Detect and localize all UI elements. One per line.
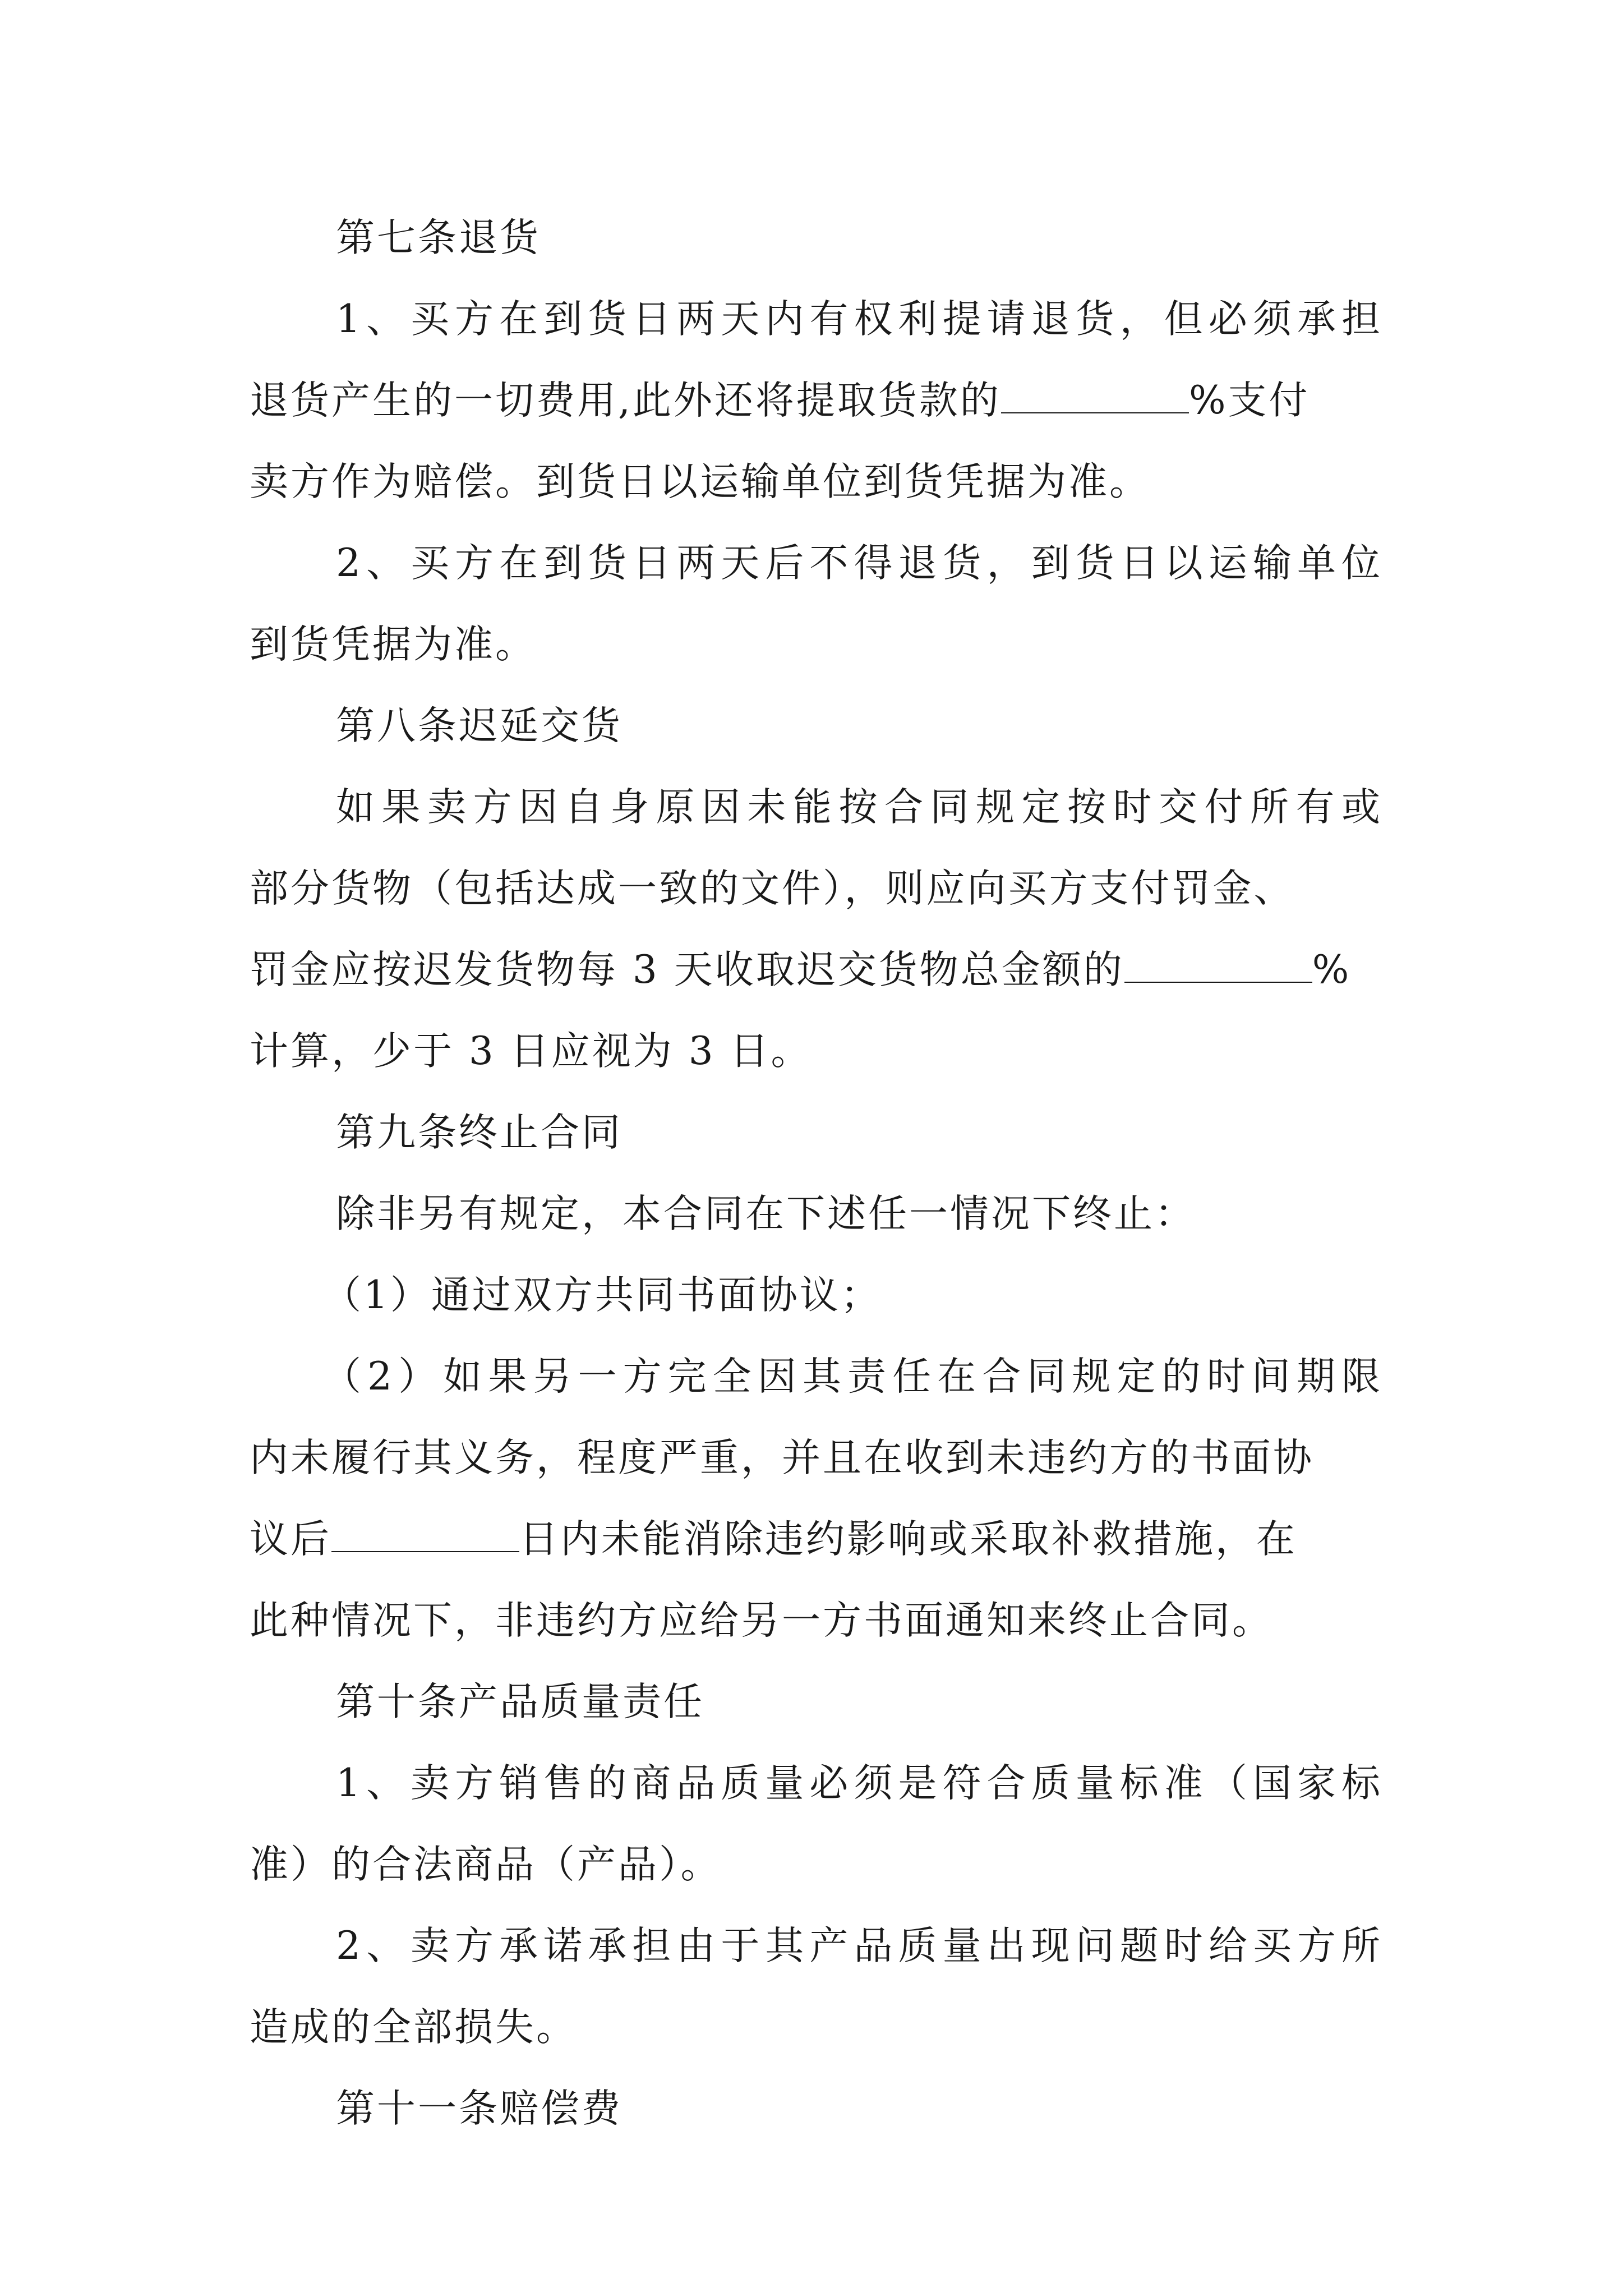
article-8-para-text-b: % (1312, 947, 1352, 992)
article-9-item-2-line-3 (250, 1499, 1382, 1580)
article-9-heading: 第九条终止合同 (336, 1110, 623, 1155)
article-8-para-line-4: 计算，少于 3 日应视为 3 日。 (250, 1029, 812, 1074)
article-7-clause-2-line-2: 到货凭据为准。 (250, 622, 536, 667)
article-7-clause-1-line-3: 卖方作为赔偿。到货日以运输单位到货凭据为准。 (250, 459, 1150, 504)
article-8-para-line-2: 部分货物（包括达成一致的文件），则应向买方支付罚金、 (250, 866, 1295, 911)
article-9-intro: 除非另有规定，本合同在下述任一情况下终止： (336, 1191, 1196, 1236)
article-11-heading: 第十一条赔偿费 (336, 2086, 623, 2131)
article-7-heading: 第七条退货 (336, 215, 541, 260)
article-10-clause-2-line-1: 2、卖方承诺承担由于其产品质量出现问题时给买方所 (336, 1924, 1382, 1968)
article-8-para-text-a: 罚金应按迟发货物每 3 天收取迟交货物总金额的 (250, 947, 1124, 992)
article-7-clause-1-line-2 (250, 360, 1382, 441)
document-body (250, 197, 1382, 2150)
article-7-clause-1-text-a: 退货产生的一切费用,此外还将提取货款的 (250, 378, 1001, 423)
article-7-clause-1-text-b: %支付 (1188, 378, 1310, 423)
article-8-para-line-1: 如果卖方因自身原因未能按合同规定按时交付所有或 (336, 785, 1382, 830)
article-10-clause-1-line-1: 1、卖方销售的商品质量必须是符合质量标准（国家标 (336, 1761, 1382, 1806)
fill-in-blank-penalty-percent[interactable] (1124, 950, 1312, 983)
article-7-clause-2-line-1: 2、买方在到货日两天后不得退货，到货日以运输单位 (336, 541, 1382, 586)
article-9-item-2-line-1: （2）如果另一方完全因其责任在合同规定的时间期限 (322, 1354, 1382, 1399)
article-7-clause-1-line-1: 1、买方在到货日两天内有权利提请退货，但必须承担 (336, 297, 1382, 342)
article-10-heading: 第十条产品质量责任 (336, 1680, 704, 1724)
fill-in-blank-days[interactable] (331, 1520, 519, 1552)
fill-in-blank-refund-percent[interactable] (1001, 381, 1189, 413)
article-10-clause-1-line-2: 准）的合法商品（产品）。 (250, 1842, 722, 1887)
article-8-para-line-3 (250, 930, 1382, 1011)
article-8-heading: 第八条迟延交货 (336, 703, 623, 748)
article-9-item-1: （1）通过双方共同书面协议； (322, 1273, 882, 1318)
article-9-item-2-line-2: 内未履行其义务，程度严重，并且在收到未违约方的书面协 (250, 1435, 1314, 1480)
article-9-item-2-text-b: 日内未能消除违约影响或采取补救措施，在 (519, 1517, 1297, 1562)
article-9-item-2-line-4: 此种情况下，非违约方应给另一方书面通知来终止合同。 (250, 1598, 1273, 1643)
article-10-clause-2-line-2: 造成的全部损失。 (250, 2005, 577, 2050)
article-9-item-2-text-a: 议后 (250, 1517, 331, 1562)
